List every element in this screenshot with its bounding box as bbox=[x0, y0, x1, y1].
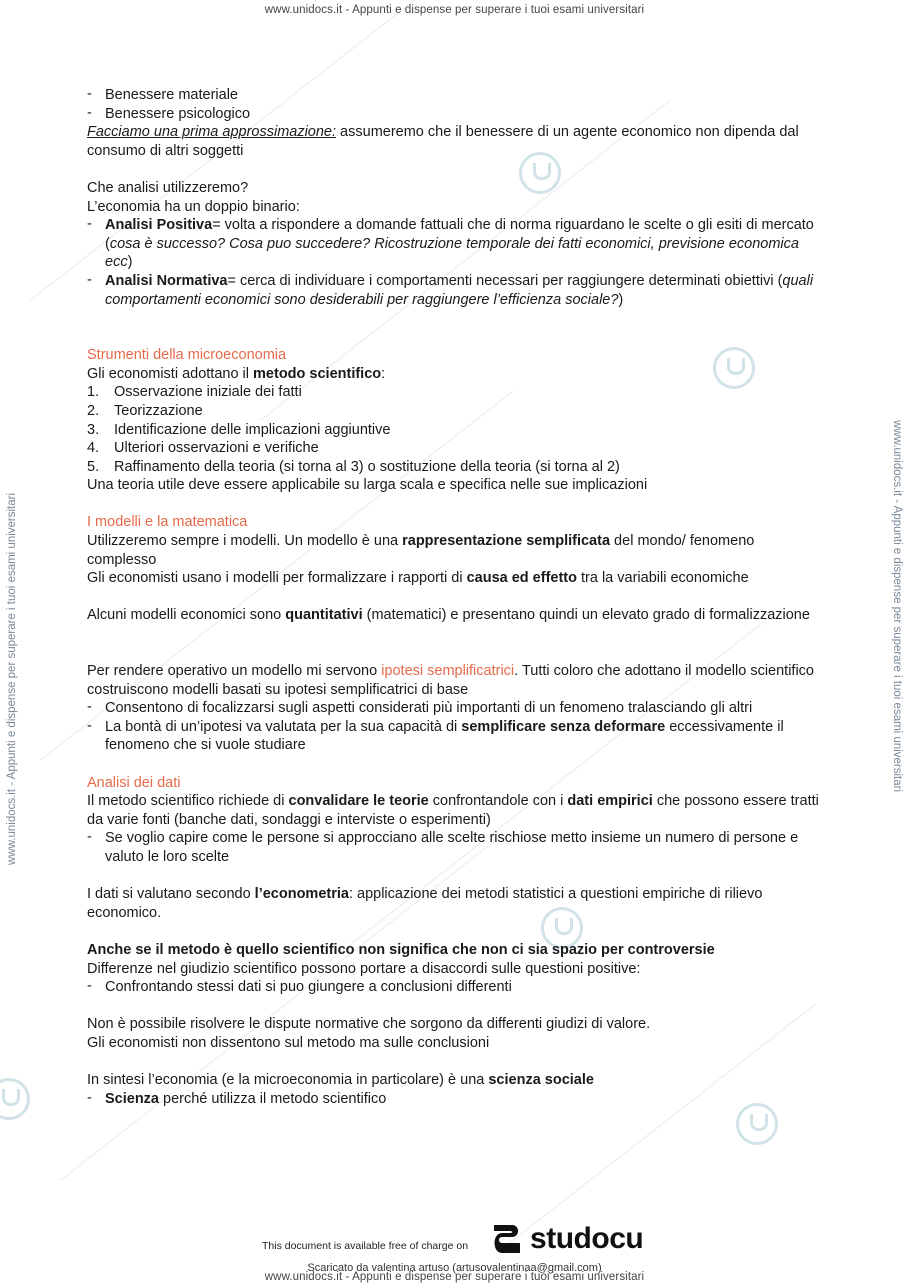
approximation-label: Facciamo una prima approssimazione: bbox=[87, 124, 337, 141]
data-list bbox=[87, 829, 827, 866]
step-text: Ulteriori osservazioni e verifiche bbox=[114, 440, 319, 457]
hypothesis-list bbox=[87, 699, 827, 755]
section-heading: Analisi dei dati bbox=[87, 774, 181, 791]
list-item: - Benessere psicologico bbox=[87, 105, 827, 124]
text: In sintesi l’economia (e la microeconomia in particolare) è una bbox=[87, 1072, 489, 1089]
text: Il metodo scientifico richiede di bbox=[87, 793, 289, 810]
text-bold: Scienza bbox=[105, 1090, 159, 1107]
positiva-label: Analisi Positiva bbox=[105, 217, 213, 234]
text-bold: convalidare le teorie bbox=[288, 793, 429, 810]
top-banner: www.unidocs.it - Appunti e dispense per superare i tuoi esami universitari bbox=[264, 4, 645, 16]
text: Alcuni modelli economici sono bbox=[87, 607, 286, 624]
list-item: - Benessere materiale bbox=[87, 86, 827, 105]
text-bold: rappresentazione semplificata bbox=[402, 533, 611, 550]
text: confrontandole con i bbox=[428, 793, 568, 810]
paragraph: Differenze nel giudizio scientifico possono portare a disaccordi sulle questioni positive: bbox=[87, 960, 641, 977]
paragraph bbox=[87, 662, 827, 699]
list-item: - Confrontando stessi dati si puo giungere a conclusioni differenti bbox=[87, 978, 827, 997]
text: Gli economisti usano i modelli per formalizzare i rapporti di bbox=[87, 570, 467, 587]
step-number: 1. bbox=[87, 384, 100, 401]
strumenti-intro bbox=[87, 365, 827, 384]
document-body bbox=[87, 86, 827, 1108]
text: : bbox=[381, 365, 386, 382]
step-number: 3. bbox=[87, 421, 100, 438]
section-heading: I modelli e la matematica bbox=[87, 514, 248, 531]
paragraph bbox=[87, 606, 827, 625]
text: perché utilizza il metodo scientifico bbox=[159, 1090, 387, 1107]
text: : applicazione dei metodi statistici a questioni empiriche di rilievo economico. bbox=[87, 886, 763, 921]
controversy-list bbox=[87, 978, 827, 997]
text-bold: l’econometria bbox=[254, 886, 349, 903]
positiva-text: = volta a rispondere a domande fattuali che di norma riguardano le scelte o gli esiti di mercato ( bbox=[105, 217, 814, 252]
text-bold: quantitativi bbox=[285, 607, 363, 624]
list-item bbox=[87, 1090, 827, 1109]
approximation-paragraph bbox=[87, 123, 827, 160]
analysis-intro: L’economia ha un doppio binario: bbox=[87, 198, 300, 215]
text-highlight: ipotesi semplificatrici bbox=[381, 663, 515, 680]
step-text: Teorizzazione bbox=[114, 402, 203, 419]
list-item bbox=[87, 216, 827, 272]
text: del mondo/ fenomeno complesso bbox=[87, 533, 755, 568]
list-item bbox=[87, 718, 827, 755]
bottom-banner: www.unidocs.it - Appunti e dispense per superare i tuoi esami universitari bbox=[264, 1271, 645, 1283]
list-item bbox=[87, 458, 827, 477]
unidocs-watermark-icon bbox=[736, 1103, 778, 1145]
list-item bbox=[87, 439, 827, 458]
list-item: - Consentono di focalizzarsi sugli aspetti considerati più importanti di un fenomeno tralasciando gli altri bbox=[87, 699, 827, 718]
strumenti-closing: Una teoria utile deve essere applicabile su larga scala e specifica nelle sue implicazioni bbox=[87, 477, 648, 494]
text: Utilizzeremo sempre i modelli. Un modello è una bbox=[87, 533, 403, 550]
analysis-list bbox=[87, 216, 827, 309]
normativa-end: ) bbox=[618, 291, 624, 308]
paragraph: Gli economisti non dissentono sul metodo ma sulle conclusioni bbox=[87, 1034, 490, 1051]
wellbeing-list bbox=[87, 86, 827, 123]
text-bold: scienza sociale bbox=[488, 1072, 594, 1089]
normativa-text: = cerca di individuare i comportamenti necessari per raggiungere determinati obiettivi ( bbox=[227, 272, 783, 289]
step-number: 4. bbox=[87, 440, 100, 457]
approximation-text: assumeremo che il benessere di un agente economico non dipenda dal consumo di altri soggetti bbox=[87, 124, 799, 159]
positiva-end: ) bbox=[127, 254, 133, 271]
list-item bbox=[87, 402, 827, 421]
text-bold: metodo scientifico bbox=[253, 365, 382, 382]
paragraph-bold: Anche se il metodo è quello scientifico non significa che non ci sia spazio per controversie bbox=[87, 941, 715, 958]
section-heading: Strumenti della microeconomia bbox=[87, 347, 287, 364]
text: Gli economisti adottano il bbox=[87, 365, 254, 382]
step-text: Osservazione iniziale dei fatti bbox=[114, 384, 302, 401]
list-item bbox=[87, 383, 827, 402]
text: . Tutti coloro che adottano il modello scientifico costruiscono modelli basati su ipotesi semplificatrici di base bbox=[87, 663, 814, 698]
paragraph bbox=[87, 885, 827, 922]
text: che possono essere tratti da varie fonti (banche dati, sondaggi e interviste o esperimenti) bbox=[87, 793, 819, 828]
side-banner-left: www.unidocs.it - Appunti e dispense per superare i tuoi esami universitari bbox=[6, 492, 18, 865]
list-item: - Se voglio capire come le persone si approcciano alle scelte rischiose metto insieme un numero di persone e valuto le loro scelte bbox=[87, 829, 827, 866]
paragraph: Non è possibile risolvere le dispute normative che sorgono da differenti giudizi di valore. bbox=[87, 1016, 651, 1033]
paragraph bbox=[87, 569, 827, 588]
text: I dati si valutano secondo bbox=[87, 886, 255, 903]
normativa-italic: quali comportamenti economici sono desiderabili per raggiungere l’efficienza sociale? bbox=[105, 272, 814, 308]
paragraph bbox=[87, 532, 827, 569]
step-number: 2. bbox=[87, 402, 100, 419]
studocu-logo-icon[interactable] bbox=[490, 1222, 524, 1256]
footer-available-text: This document is available free of charge on bbox=[262, 1240, 469, 1252]
text: Per rendere operativo un modello mi servono bbox=[87, 663, 382, 680]
normativa-label: Analisi Normativa bbox=[105, 272, 228, 289]
text-bold: causa ed effetto bbox=[466, 570, 577, 587]
download-note: Scaricato da valentina artuso (artusovalentinaa@gmail.com) bbox=[307, 1262, 602, 1274]
text: La bontà di un’ipotesi va valutata per la sua capacità di bbox=[105, 718, 462, 735]
studocu-brand[interactable]: studocu bbox=[530, 1222, 644, 1255]
step-text: Identificazione delle implicazioni aggiuntive bbox=[114, 421, 391, 438]
text: tra la variabili economiche bbox=[576, 570, 749, 587]
list-item bbox=[87, 421, 827, 440]
list-item bbox=[87, 272, 827, 309]
science-list bbox=[87, 1090, 827, 1109]
positiva-italic: cosa è successo? Cosa puo succedere? Ricostruzione temporale dei fatti economici, previsione economica ecc bbox=[105, 235, 799, 271]
footer bbox=[262, 1222, 643, 1256]
unidocs-watermark-icon bbox=[0, 1078, 30, 1120]
paragraph bbox=[87, 792, 827, 829]
step-text: Raffinamento della teoria (si torna al 3) o sostituzione della teoria (si torna al 2) bbox=[114, 458, 620, 475]
method-steps bbox=[87, 383, 827, 476]
text: (matematici) e presentano quindi un elevato grado di formalizzazione bbox=[362, 607, 810, 624]
side-banner-right: www.unidocs.it - Appunti e dispense per superare i tuoi esami universitari bbox=[891, 420, 903, 793]
analysis-question: Che analisi utilizzeremo? bbox=[87, 179, 249, 196]
text-bold: dati empirici bbox=[567, 793, 653, 810]
paragraph bbox=[87, 1071, 827, 1090]
text: eccessivamente il fenomeno che si vuole studiare bbox=[105, 718, 784, 754]
step-number: 5. bbox=[87, 458, 100, 475]
text-bold: semplificare senza deformare bbox=[461, 718, 666, 735]
